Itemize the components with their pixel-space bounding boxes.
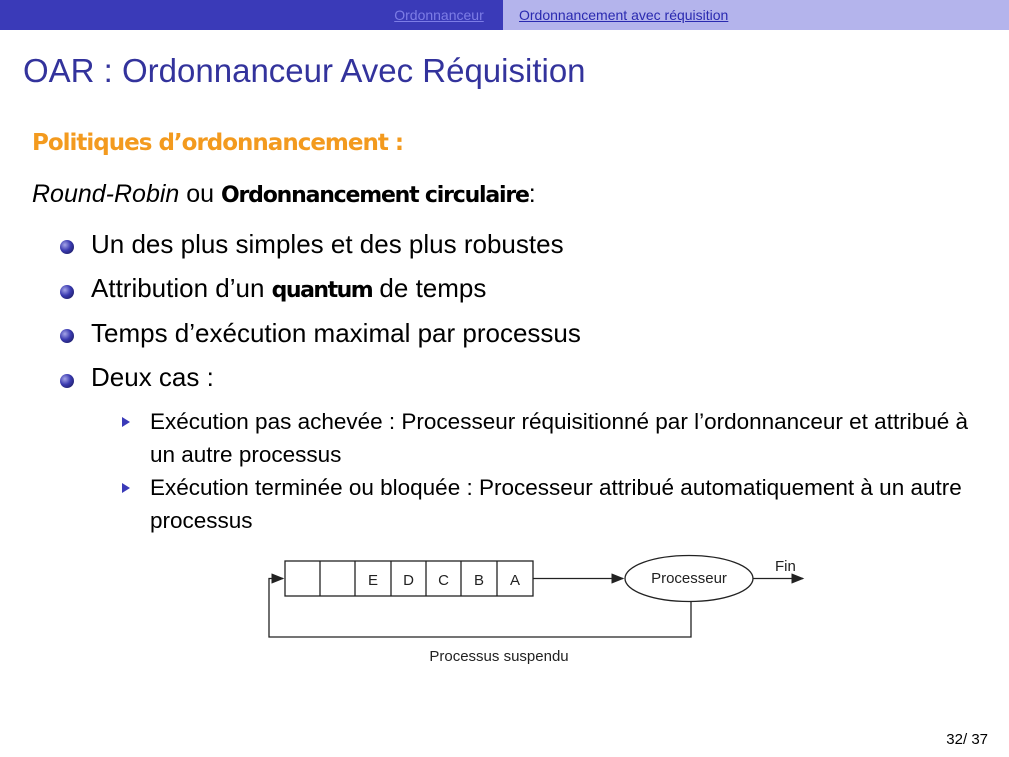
bullet-item bbox=[60, 222, 581, 267]
sub-bullet-text: Exécution pas achevée : Processeur réquisitionné par l’ordonnanceur et attribué à un autre processus bbox=[150, 409, 968, 467]
sub-bullet-item bbox=[122, 471, 982, 537]
processor-label: Processeur bbox=[651, 570, 727, 587]
bullet-ball-icon bbox=[60, 329, 74, 343]
queue-cell: B bbox=[473, 572, 485, 589]
bullet-ball-icon bbox=[60, 285, 74, 299]
nav-section bbox=[375, 0, 503, 30]
page-current: 32 bbox=[946, 731, 963, 748]
bullet-list bbox=[60, 222, 581, 400]
page-total: 37 bbox=[971, 731, 988, 748]
bullet-text-bold: quantum bbox=[271, 278, 373, 304]
bullet-text: Temps d’exécution maximal par processus bbox=[91, 317, 581, 348]
bullet-text: Deux cas : bbox=[91, 362, 214, 393]
bullet-item bbox=[60, 356, 581, 401]
queue-cell: A bbox=[509, 572, 521, 589]
slide-title: OAR : Ordonnanceur Avec Réquisition bbox=[23, 52, 586, 89]
round-robin-line bbox=[32, 180, 536, 209]
rr-italic-text: Round-Robin bbox=[32, 180, 180, 208]
triangle-bullet-icon bbox=[122, 483, 130, 493]
triangle-bullet-icon bbox=[122, 417, 130, 427]
bullet-item bbox=[60, 311, 581, 356]
page-number bbox=[946, 731, 988, 748]
bullet-ball-icon bbox=[60, 240, 74, 254]
sub-bullet-text: Exécution terminée ou bloquée : Processeur attribué automatiquement à un autre processus bbox=[150, 475, 962, 533]
queue-cell: C bbox=[438, 572, 449, 589]
bullet-text bbox=[91, 273, 486, 304]
fin-label: Fin bbox=[775, 558, 796, 575]
nav-subsection-link[interactable]: Ordonnancement avec réquisition bbox=[519, 7, 729, 23]
rr-suffix-text: : bbox=[528, 180, 536, 208]
rr-bold-text: Ordonnancement circulaire bbox=[221, 183, 529, 208]
nav-section-link[interactable]: Ordonnanceur bbox=[394, 7, 484, 23]
top-navbar bbox=[0, 0, 1009, 30]
queue-cell: D bbox=[403, 572, 414, 589]
suspended-label: Processus suspendu bbox=[429, 648, 569, 665]
bullet-text: Un des plus simples et des plus robustes bbox=[91, 228, 564, 259]
sub-bullet-item bbox=[122, 405, 982, 471]
bullet-item bbox=[60, 267, 581, 312]
bullet-text-pre: Attribution d’un bbox=[91, 273, 272, 304]
slide-subtitle: Politiques d’ordonnancement : bbox=[32, 130, 404, 156]
bullet-text-post: de temps bbox=[372, 273, 487, 304]
bullet-ball-icon bbox=[60, 374, 74, 388]
page-separator: / bbox=[962, 731, 968, 748]
nav-subsection bbox=[503, 0, 1009, 30]
queue-cell: E bbox=[367, 572, 379, 589]
rr-middle-text: ou bbox=[179, 180, 222, 208]
round-robin-diagram bbox=[255, 548, 815, 673]
